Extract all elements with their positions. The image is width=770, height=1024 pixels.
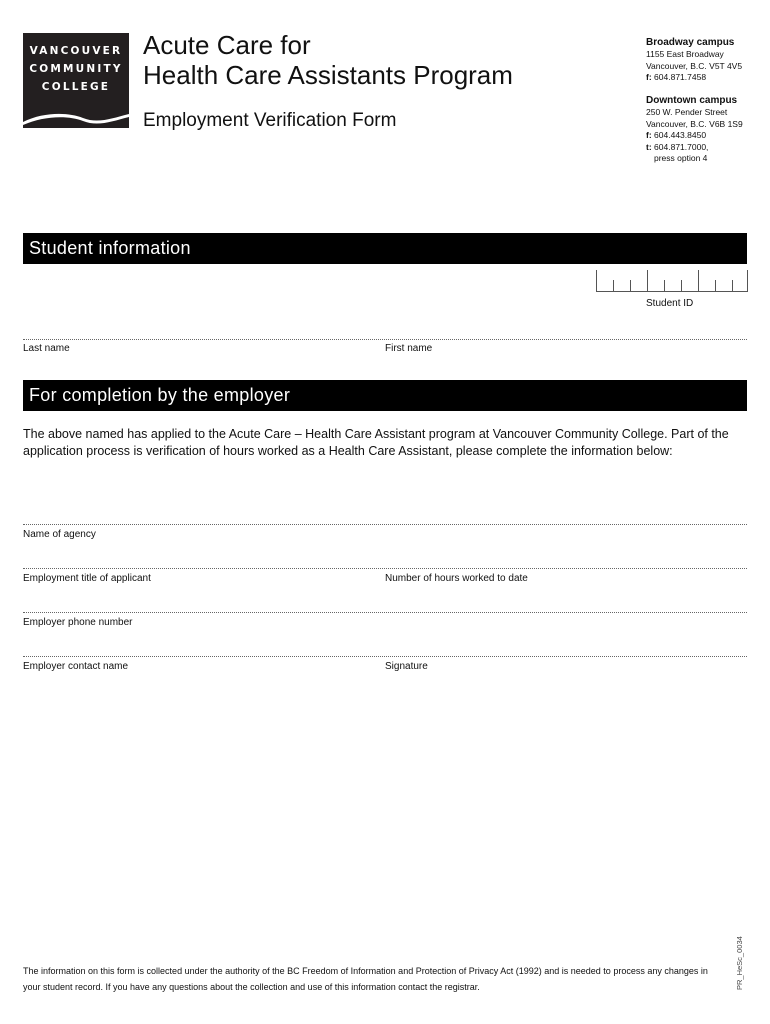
employment-title-label: Employment title of applicant [23,573,151,584]
student-id-label: Student ID [646,298,694,309]
page-title-line-2: Health Care Assistants Program [143,60,513,90]
downtown-tel-number: 604.871.7000, [654,141,709,152]
first-name-label: First name [385,343,433,354]
broadway-campus-name: Broadway campus [646,37,735,48]
downtown-fax-number: 604.443.8450 [654,130,707,140]
broadway-address-1: 1155 East Broadway [646,49,724,59]
id-baseline [596,291,748,292]
broadway-campus-block [646,36,742,84]
logo-line-1: VANCOUVER [29,45,123,57]
form-code: PR_HeSc_0034 [735,936,744,990]
id-tick [647,270,648,292]
id-tick [747,270,748,292]
downtown-tel-note: press option 4 [654,153,708,163]
downtown-address-1: 250 W. Pender Street [646,107,728,117]
name-input-line[interactable] [23,339,747,340]
broadway-fax [646,72,742,84]
title-hours-input-line[interactable] [23,568,747,569]
id-tick [596,270,597,292]
agency-label: Name of agency [23,529,96,540]
broadway-address-2: Vancouver, B.C. V5T 4V5 [646,60,743,71]
broadway-fax-number: 604.871.7458 [654,72,707,82]
agency-input-line[interactable] [23,524,747,525]
downtown-fax-label: f: [646,130,652,140]
downtown-campus-name: Downtown campus [646,95,738,106]
downtown-campus-block [646,94,743,165]
logo-line-3: COLLEGE [41,81,111,93]
signature-label: Signature [385,661,428,672]
employer-section-heading: For completion by the employer [23,380,747,411]
page-title-line-1: Acute Care for [143,30,311,60]
broadway-fax-label: f: [646,72,652,82]
hours-worked-label: Number of hours worked to date [385,573,528,584]
employer-instructions: The above named has applied to the Acute Care – Health Care Assistant program at Vancouver Community College. Part of the application process is verification of hours worked as a Health Care Assistant, please complete the information below: [23,427,729,458]
id-tick [698,270,699,292]
downtown-tel [646,142,743,154]
student-id-field[interactable] [596,270,748,292]
last-name-label: Last name [23,343,70,354]
employer-phone-label: Employer phone number [23,617,133,628]
form-subtitle: Employment Verification Form [143,110,397,131]
contact-signature-input-line[interactable] [23,656,747,657]
privacy-notice: The information on this form is collected under the authority of the BC Freedom of Information and Protection of Privacy Act (1992) and is needed to process any changes in your student record. If you have any questions about the collection and use of this information contact the registrar. [23,966,708,992]
downtown-address-2: Vancouver, B.C. V6B 1S9 [646,118,743,129]
logo-line-2: COMMUNITY [29,63,123,75]
downtown-fax [646,130,743,142]
vcc-logo [23,33,129,128]
downtown-tel-label: t: [646,141,652,152]
student-information-heading: Student information [23,233,747,264]
logo-wave-icon [23,108,129,128]
phone-input-line[interactable] [23,612,747,613]
employer-contact-label: Employer contact name [23,661,129,672]
